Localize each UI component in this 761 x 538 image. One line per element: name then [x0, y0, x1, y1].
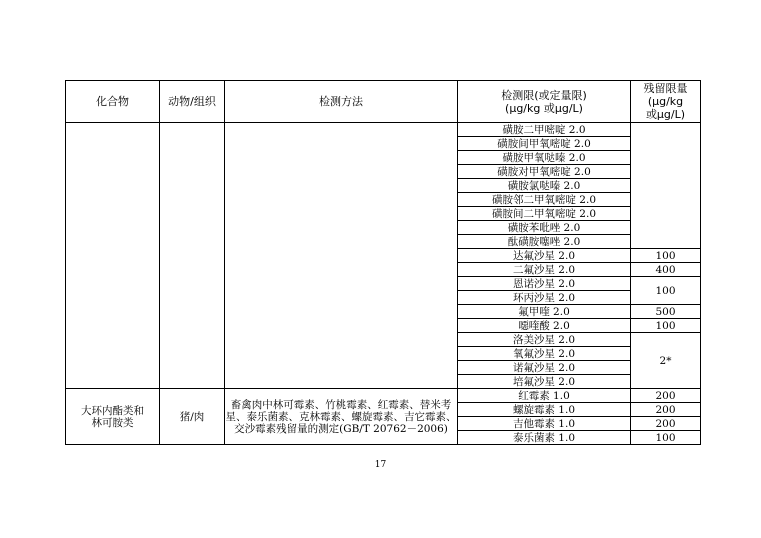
detection-limit-cell: 泰乐菌素 1.0	[458, 431, 631, 445]
detection-limit-cell: 噁喹酸 2.0	[458, 319, 631, 333]
residue-limit-cell	[631, 123, 701, 249]
animal-cell-empty	[160, 123, 225, 389]
residue-limit-cell: 500	[631, 305, 701, 319]
detection-limit-cell: 磺胺苯吡唑 2.0	[458, 221, 631, 235]
residue-limit-cell: 100	[631, 277, 701, 305]
residue-limit-cell: 200	[631, 389, 701, 403]
residue-limit-cell: 200	[631, 417, 701, 431]
detection-limit-cell: 氟甲喹 2.0	[458, 305, 631, 319]
detection-limit-cell: 磺胺间甲氧嘧啶 2.0	[458, 137, 631, 151]
detection-limit-cell: 酞磺胺噻唑 2.0	[458, 235, 631, 249]
method-cell-gbt-20762: 畜禽肉中林可霉素、竹桃霉素、红霉素、替米考星、泰乐菌素、克林霉素、螺旋霉素、吉它霉素、交沙霉素残留量的测定(GB/T 20762－2006)	[225, 389, 458, 445]
residue-limit-cell: 100	[631, 431, 701, 445]
detection-limit-cell: 氧氟沙星 2.0	[458, 347, 631, 361]
table-row	[66, 389, 701, 403]
detection-limit-cell: 磺胺二甲嘧啶 2.0	[458, 123, 631, 137]
header-animal-tissue: 动物/组织	[160, 81, 225, 123]
detection-limit-cell: 红霉素 1.0	[458, 389, 631, 403]
page-number: 17	[374, 460, 387, 470]
animal-cell-pig-meat: 猪/肉	[160, 389, 225, 445]
residue-limit-cell: 100	[631, 319, 701, 333]
header-detection-limit: 检测限(或定量限) (μg/kg 或μg/L)	[458, 81, 631, 123]
residue-limit-table	[65, 80, 701, 445]
header-method: 检测方法	[225, 81, 458, 123]
detection-limit-cell: 恩诺沙星 2.0	[458, 277, 631, 291]
compound-cell-empty	[66, 123, 160, 389]
table-header-row	[66, 81, 701, 123]
method-cell-empty	[225, 123, 458, 389]
compound-cell-macrolides: 大环内酯类和 林可胺类	[66, 389, 160, 445]
detection-limit-cell: 洛美沙星 2.0	[458, 333, 631, 347]
header-compound: 化合物	[66, 81, 160, 123]
detection-limit-cell: 环丙沙星 2.0	[458, 291, 631, 305]
detection-limit-cell: 磺胺甲氧哒嗪 2.0	[458, 151, 631, 165]
detection-limit-cell: 磺胺对甲氧嘧啶 2.0	[458, 165, 631, 179]
detection-limit-cell: 磺胺邻二甲氧嘧啶 2.0	[458, 193, 631, 207]
detection-limit-cell: 磺胺氯哒嗪 2.0	[458, 179, 631, 193]
table-row	[66, 123, 701, 137]
residue-limit-cell: 2*	[631, 333, 701, 389]
residue-limit-cell: 400	[631, 263, 701, 277]
detection-limit-cell: 诺氟沙星 2.0	[458, 361, 631, 375]
detection-limit-cell: 二氟沙星 2.0	[458, 263, 631, 277]
residue-limit-cell: 200	[631, 403, 701, 417]
detection-limit-cell: 培氟沙星 2.0	[458, 375, 631, 389]
detection-limit-cell: 吉他霉素 1.0	[458, 417, 631, 431]
detection-limit-cell: 螺旋霉素 1.0	[458, 403, 631, 417]
detection-limit-cell: 达氟沙星 2.0	[458, 249, 631, 263]
residue-limit-cell: 100	[631, 249, 701, 263]
header-residue-limit: 残留限量 (μg/kg 或μg/L)	[631, 81, 701, 123]
detection-limit-cell: 磺胺间二甲氧嘧啶 2.0	[458, 207, 631, 221]
